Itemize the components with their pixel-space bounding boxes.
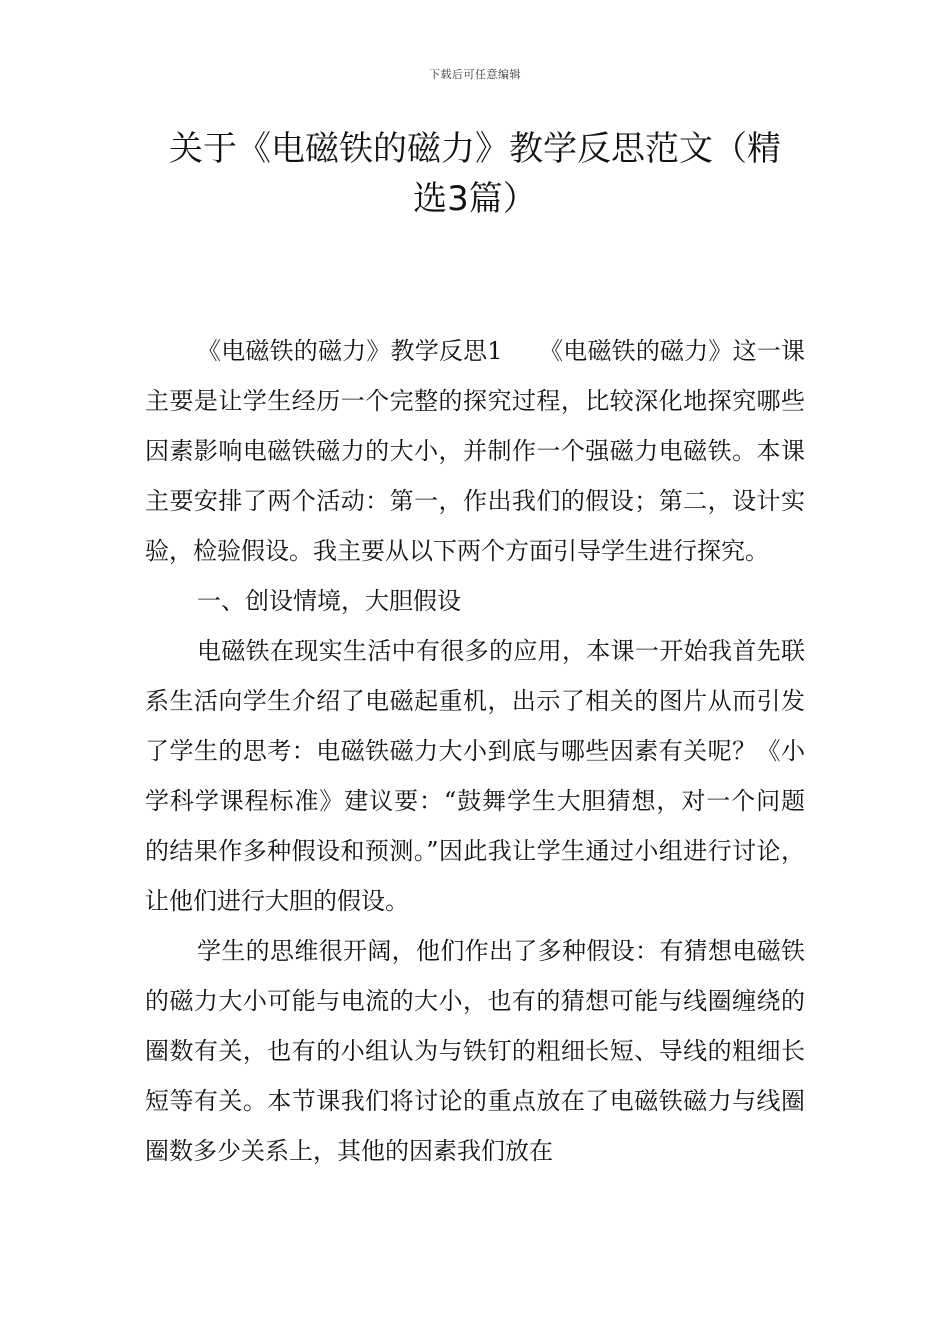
title-line-2: 选3篇） — [413, 179, 537, 219]
document-title — [145, 124, 805, 224]
document-body — [145, 326, 805, 1176]
paragraph: 电磁铁在现实生活中有很多的应用，本课一开始我首先联系生活向学生介绍了电磁起重机，出示了相关的图片从而引发了学生的思考：电磁铁磁力大小到底与哪些因素有关呢？《小学科学课程标准》建议要：“鼓舞学生大胆猜想，对一个问题的结果作多种假设和预测。”因此我让学生通过小组进行讨论，让他们进行大胆的假设。 — [145, 637, 805, 915]
section-heading: 一、创设情境，大胆假设 — [197, 587, 461, 615]
header-note: 下载后可任意编辑 — [429, 68, 521, 81]
title-line-1: 关于《电磁铁的磁力》教学反思范文（精 — [169, 129, 781, 169]
paragraph: 《电磁铁的磁力》教学反思1 《电磁铁的磁力》这一课主要是让学生经历一个完整的探究过程，比较深化地探究哪些因素影响电磁铁磁力的大小，并制作一个强磁力电磁铁。本课主要安排了两个活动：第一，作出我们的假设；第二，设计实验，检验假设。我主要从以下两个方面引导学生进行探究。 — [145, 337, 805, 565]
paragraph: 学生的思维很开阔，他们作出了多种假设：有猜想电磁铁的磁力大小可能与电流的大小，也有的猜想可能与线圈缠绕的圈数有关，也有的小组认为与铁钉的粗细长短、导线的粗细长短等有关。本节课我们将讨论的重点放在了电磁铁磁力与线圈圈数多少关系上，其他的因素我们放在 — [145, 937, 805, 1165]
